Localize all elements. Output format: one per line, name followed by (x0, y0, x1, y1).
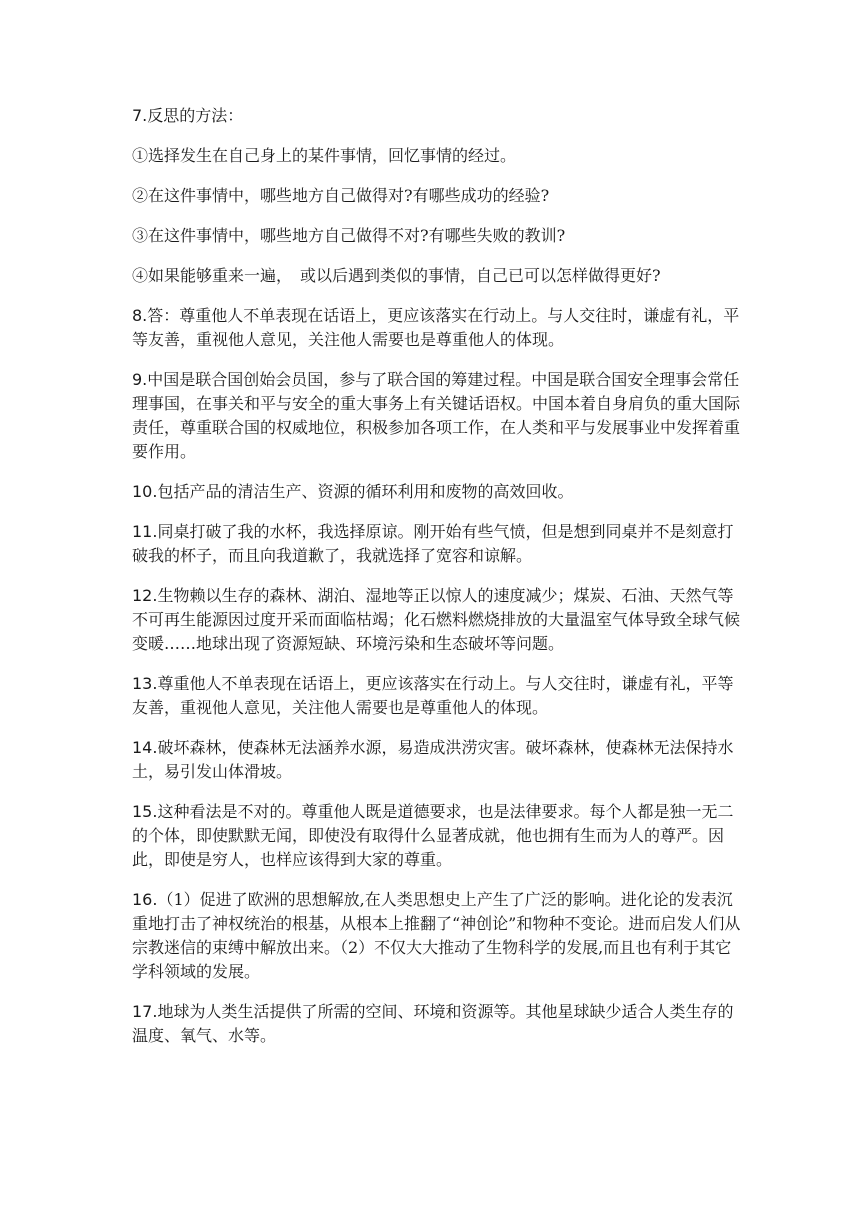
answer-item-12 (132, 584, 744, 656)
item-text: 这种看法是不对的。尊重他人既是道德要求，也是法律要求。每个人都是独一无二的个体，即使默默无闻，即使没有取得什么显著成就，他也拥有生而为人的尊严。因此，即使是穷人，也样应该得到大家的尊重。 (132, 802, 734, 869)
answer-item-9 (132, 368, 744, 464)
item-number: 10. (132, 482, 158, 501)
reflection-step-3 (132, 224, 744, 248)
item-text: 答：尊重他人不单表现在话语上，更应该落实在行动上。与人交往时，谦虚有礼，平等友善，重视他人意见，关注他人需要也是尊重他人的体现。 (132, 306, 740, 349)
reflection-step-2 (132, 184, 744, 208)
answer-document (132, 104, 744, 1064)
item-text: 中国是联合国创始会员国，参与了联合国的筹建过程。中国是联合国安全理事会常任理事国，在事关和平与安全的重大事务上有关键话语权。中国本着自身肩负的重大国际责任，尊重联合国的权威地位，积极参加各项工作，在人类和平与发展事业中发挥着重要作用。 (132, 370, 741, 461)
item-text: 地球为人类生活提供了所需的空间、环境和资源等。其他星球缺少适合人类生存的温度、氧气、水等。 (132, 1002, 734, 1045)
answer-item-16 (132, 888, 744, 984)
answer-item-8 (132, 304, 744, 352)
item-text: 包括产品的清洁生产、资源的循环利用和废物的高效回收。 (157, 482, 574, 501)
item-text: （1）促进了欧洲的思想解放,在人类思想史上产生了广泛的影响。进化论的发表沉重地打击了神权统治的根基，从根本上推翻了“神创论”和物种不变论。进而启发人们从宗教迷信的束缚中解放出来。（2）不仅大大推动了生物科学的发展,而且也有利于其它学科领域的发展。 (132, 890, 741, 981)
item-text: 同桌打破了我的水杯，我选择原谅。刚开始有些气愤，但是想到同桌并不是刻意打破我的杯子，而且向我道歉了，我就选择了宽容和谅解。 (132, 522, 734, 565)
answer-item-11 (132, 520, 744, 568)
item-number: 14. (132, 738, 158, 757)
item-number: 9. (132, 370, 148, 389)
item-text: ③在这件事情中，哪些地方自己做得不对?有哪些失败的教训? (132, 226, 566, 245)
item-text: ①选择发生在自己身上的某件事情，回忆事情的经过。 (132, 146, 517, 165)
item-number: 11. (132, 522, 158, 541)
answer-item-14 (132, 736, 744, 784)
answer-item-7 (132, 104, 744, 128)
item-number: 16. (132, 890, 158, 909)
reflection-step-1 (132, 144, 744, 168)
item-number: 12. (132, 586, 158, 605)
item-text: ②在这件事情中，哪些地方自己做得对?有哪些成功的经验? (132, 186, 550, 205)
item-text: 尊重他人不单表现在话语上，更应该落实在行动上。与人交往时，谦虚有礼，平等友善，重视他人意见，关注他人需要也是尊重他人的体现。 (132, 674, 734, 717)
item-number: 15. (132, 802, 158, 821)
item-text: ④如果能够重来一遍， 或以后遇到类似的事情，自己已可以怎样做得更好? (132, 266, 661, 285)
answer-item-10 (132, 480, 744, 504)
item-text: 反思的方法： (147, 106, 244, 125)
reflection-step-4 (132, 264, 744, 288)
item-number: 13. (132, 674, 158, 693)
item-text: 生物赖以生存的森林、湖泊、湿地等正以惊人的速度减少；煤炭、石油、天然气等不可再生能源因过度开采而面临枯竭；化石燃料燃烧排放的大量温室气体导致全球气候变暖……地球出现了资源短缺、环境污染和生态破坏等问题。 (132, 586, 741, 653)
answer-item-17 (132, 1000, 744, 1048)
item-number: 7. (132, 106, 148, 125)
item-number: 17. (132, 1002, 158, 1021)
item-text: 破坏森林，使森林无法涵养水源，易造成洪涝灾害。破坏森林，使森林无法保持水土，易引发山体滑坡。 (132, 738, 734, 781)
answer-item-15 (132, 800, 744, 872)
answer-item-13 (132, 672, 744, 720)
item-number: 8. (132, 306, 148, 325)
